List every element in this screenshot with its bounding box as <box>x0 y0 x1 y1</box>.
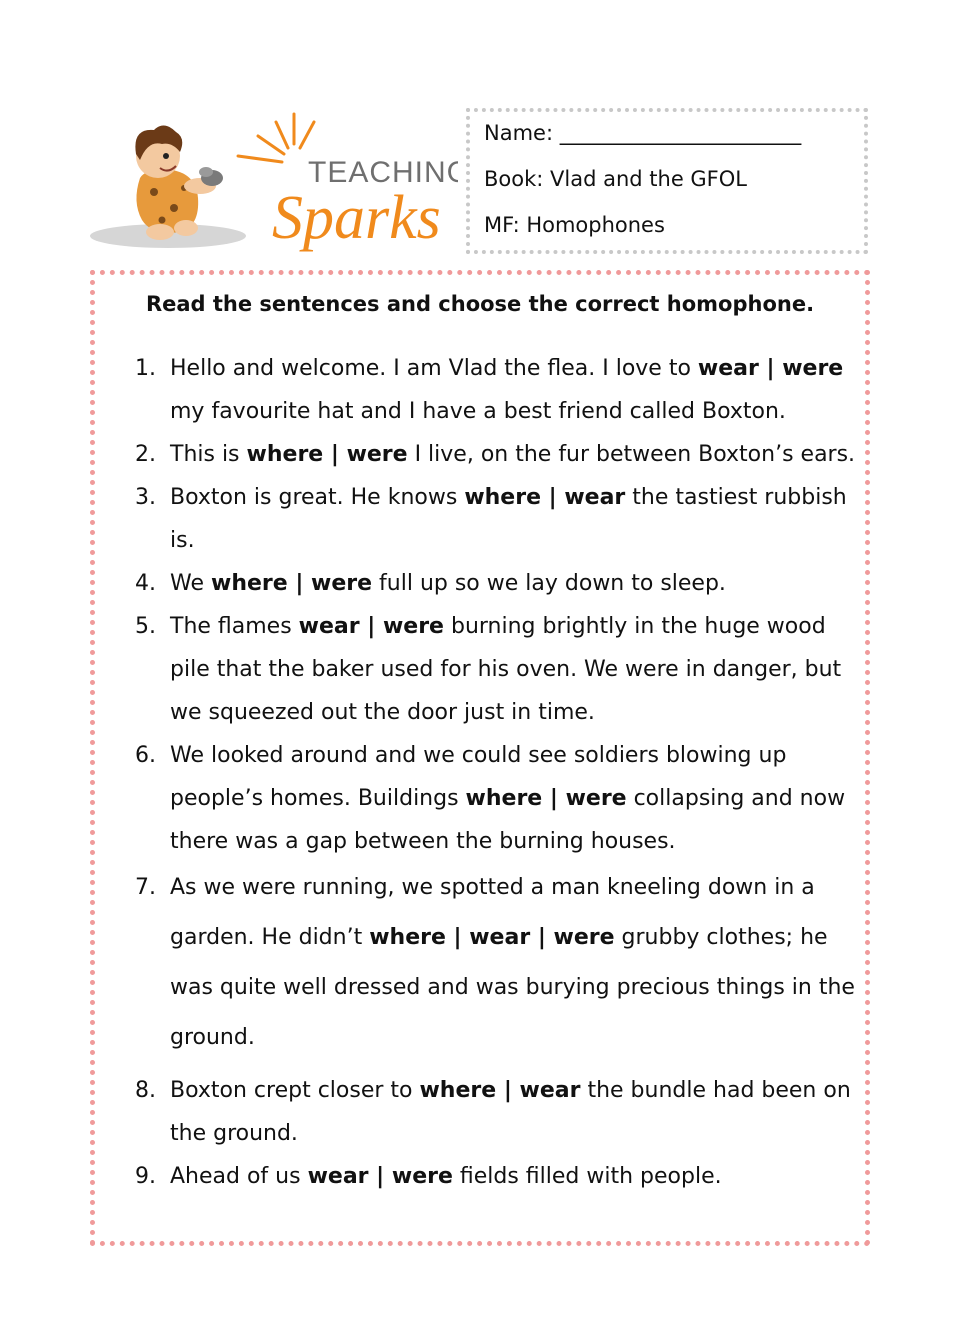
question-text: We <box>170 571 211 596</box>
homophone-choice[interactable]: where | were <box>246 442 408 467</box>
question-list <box>135 347 855 1198</box>
name-label: Name: <box>484 121 554 145</box>
question-line <box>170 476 855 519</box>
question-text: Hello and welcome. I am Vlad the flea. I love to <box>170 356 698 381</box>
question-text: we squeezed out the door just in time. <box>170 700 595 725</box>
homophone-choice[interactable]: wear | were <box>307 1164 453 1189</box>
question-line <box>170 1069 855 1112</box>
question-item <box>135 605 855 734</box>
question-text: Boxton is great. He knows <box>170 485 465 510</box>
question-line <box>170 1155 855 1198</box>
question-number: 8. <box>135 1078 156 1103</box>
worksheet-box <box>90 270 870 1246</box>
question-line <box>170 691 855 734</box>
question-text: my favourite hat and I have a best friend called Boxton. <box>170 399 786 424</box>
question-text: was quite well dressed and was burying precious things in the <box>170 975 855 1000</box>
question-text: grubby clothes; he <box>614 925 828 950</box>
caveman-mascot-icon <box>88 108 458 258</box>
question-text: is. <box>170 528 195 553</box>
question-text: burning brightly in the huge wood <box>443 614 826 639</box>
question-item <box>135 476 855 562</box>
teaching-sparks-logo <box>88 108 458 258</box>
question-item <box>135 1069 855 1155</box>
question-text: As we were running, we spotted a man kneeling down in a <box>170 875 815 900</box>
question-number: 6. <box>135 743 156 768</box>
question-line <box>170 863 855 913</box>
question-text: We looked around and we could see soldiers blowing up <box>170 743 787 768</box>
question-item <box>135 734 855 863</box>
question-line <box>170 562 855 605</box>
student-info-box <box>466 108 868 254</box>
book-label: Book: Vlad and the GFOL <box>484 167 747 191</box>
question-text: This is <box>170 442 247 467</box>
question-number: 1. <box>135 356 156 381</box>
question-text: collapsing and now <box>626 786 846 811</box>
question-line <box>170 734 855 777</box>
question-line <box>170 433 855 476</box>
question-text: fields filled with people. <box>452 1164 722 1189</box>
question-line <box>170 1013 855 1063</box>
mf-label: MF: Homophones <box>484 213 665 237</box>
question-text: pile that the baker used for his oven. We were in danger, but <box>170 657 842 682</box>
question-number: 2. <box>135 442 156 467</box>
question-text: garden. He didn’t <box>170 925 370 950</box>
question-number: 9. <box>135 1164 156 1189</box>
question-line <box>170 913 855 963</box>
question-line <box>170 519 855 562</box>
homophone-choice[interactable]: wear | were <box>298 614 444 639</box>
question-line <box>170 648 855 691</box>
svg-text:TEACHING: TEACHING <box>308 156 458 189</box>
question-number: 7. <box>135 875 156 900</box>
question-item <box>135 863 855 1063</box>
instruction-heading: Read the sentences and choose the correct homophone. <box>145 292 815 316</box>
question-text: people’s homes. Buildings <box>170 786 466 811</box>
svg-text:Sparks: Sparks <box>272 184 441 252</box>
question-text: The flames <box>170 614 299 639</box>
question-item <box>135 562 855 605</box>
question-text: Boxton crept closer to <box>170 1078 420 1103</box>
question-text: Ahead of us <box>170 1164 308 1189</box>
question-text: the ground. <box>170 1121 298 1146</box>
question-line <box>170 605 855 648</box>
question-item <box>135 347 855 433</box>
question-line <box>170 1112 855 1155</box>
question-line <box>170 963 855 1013</box>
name-field[interactable] <box>484 122 864 145</box>
question-line <box>170 820 855 863</box>
question-line <box>170 777 855 820</box>
question-text: ground. <box>170 1025 255 1050</box>
question-item <box>135 433 855 476</box>
question-text: I live, on the fur between Boxton’s ears. <box>407 442 856 467</box>
homophone-choice[interactable]: where | wear <box>419 1078 581 1103</box>
question-number: 3. <box>135 485 156 510</box>
homophone-choice[interactable]: where | were <box>465 786 627 811</box>
homophone-choice[interactable]: where | wear <box>464 485 626 510</box>
homophone-choice[interactable]: wear | were <box>697 356 844 381</box>
question-text: the bundle had been on <box>580 1078 851 1103</box>
question-line <box>170 390 855 433</box>
question-number: 4. <box>135 571 156 596</box>
question-number: 5. <box>135 614 156 639</box>
question-text: the tastiest rubbish <box>625 485 847 510</box>
homophone-choice[interactable]: where | were <box>211 571 373 596</box>
question-text: full up so we lay down to sleep. <box>372 571 726 596</box>
name-blank[interactable]: _______________________ <box>559 121 802 145</box>
question-text: there was a gap between the burning houses. <box>170 829 676 854</box>
homophone-choice[interactable]: where | wear | were <box>369 925 615 950</box>
question-line <box>170 347 855 390</box>
question-item <box>135 1155 855 1198</box>
